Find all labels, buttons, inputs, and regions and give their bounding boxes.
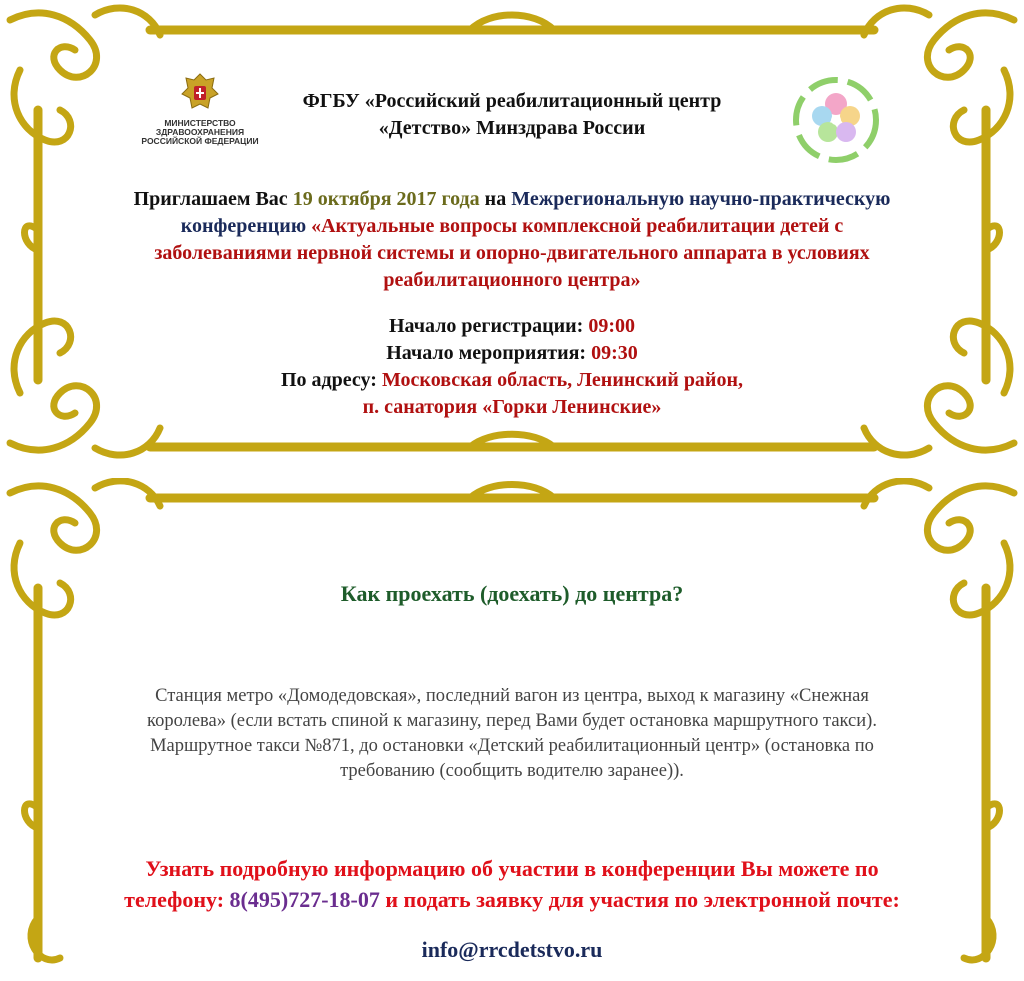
invite-to: на <box>479 188 512 210</box>
contact-info <box>0 853 1024 915</box>
contact-email-link[interactable]: info@rrcdetstvo.ru <box>421 937 603 962</box>
schedule-block <box>0 313 1024 421</box>
ministry-caption-2: ЗДРАВООХРАНЕНИЯ <box>155 127 245 137</box>
conference-type: Межрегиональную научно-практическую конференцию <box>180 188 891 237</box>
invitation-card-top <box>0 0 1024 463</box>
directions-line-2: королева» (если встать спиной к магазину, перед Вами будет остановка маршрутного такси). <box>147 711 877 731</box>
event-start-label: Начало мероприятия: <box>386 342 592 364</box>
registration-label: Начало регистрации: <box>388 315 589 337</box>
org-name-line-2: «Детство» Минздрава России <box>378 117 646 139</box>
ministry-caption-3: РОССИЙСКОЙ ФЕДЕРАЦИИ <box>141 136 259 146</box>
address-line-1: Московская область, Ленинский район, <box>381 369 743 391</box>
directions-line-1: Станция метро «Домодедовская», последний вагон из центра, выход к магазину «Снежная <box>155 686 869 706</box>
contact-line-1: Узнать подробную информацию об участии в конференции Вы можете по <box>145 856 879 881</box>
address-label: По адресу: <box>281 369 382 391</box>
phone-number[interactable]: 8(495)727-18-07 <box>229 887 380 912</box>
phone-label: телефону: <box>124 887 230 912</box>
contact-line-2: и подать заявку для участия по электронной почте: <box>379 887 900 912</box>
event-start-time: 09:30 <box>591 342 638 364</box>
invite-lead: Приглашаем Вас <box>133 188 293 210</box>
directions-heading: Как проехать (доехать) до центра? <box>340 581 684 606</box>
directions-line-3: Маршрутное такси №871, до остановки «Детский реабилитационный центр» (остановка по <box>150 736 874 756</box>
registration-time: 09:00 <box>588 315 635 337</box>
event-date: 19 октября 2017 года <box>292 188 480 210</box>
address-line-2: п. санатория «Горки Ленинские» <box>362 396 662 418</box>
directions-line-4: требованию (сообщить водителю заранее)). <box>340 761 684 781</box>
panel-divider <box>0 463 1024 478</box>
directions-text <box>0 684 1024 784</box>
org-name-line-1: ФГБУ «Российский реабилитационный центр <box>302 90 722 112</box>
invitation-text <box>0 186 1024 294</box>
conference-title: «Актуальные вопросы комплексной реабилитации детей с заболеваниями нервной системы и опорно-двигательного аппарата в условиях реабилитационного центра» <box>154 215 870 291</box>
ministry-caption-1: МИНИСТЕРСТВО <box>164 118 236 128</box>
